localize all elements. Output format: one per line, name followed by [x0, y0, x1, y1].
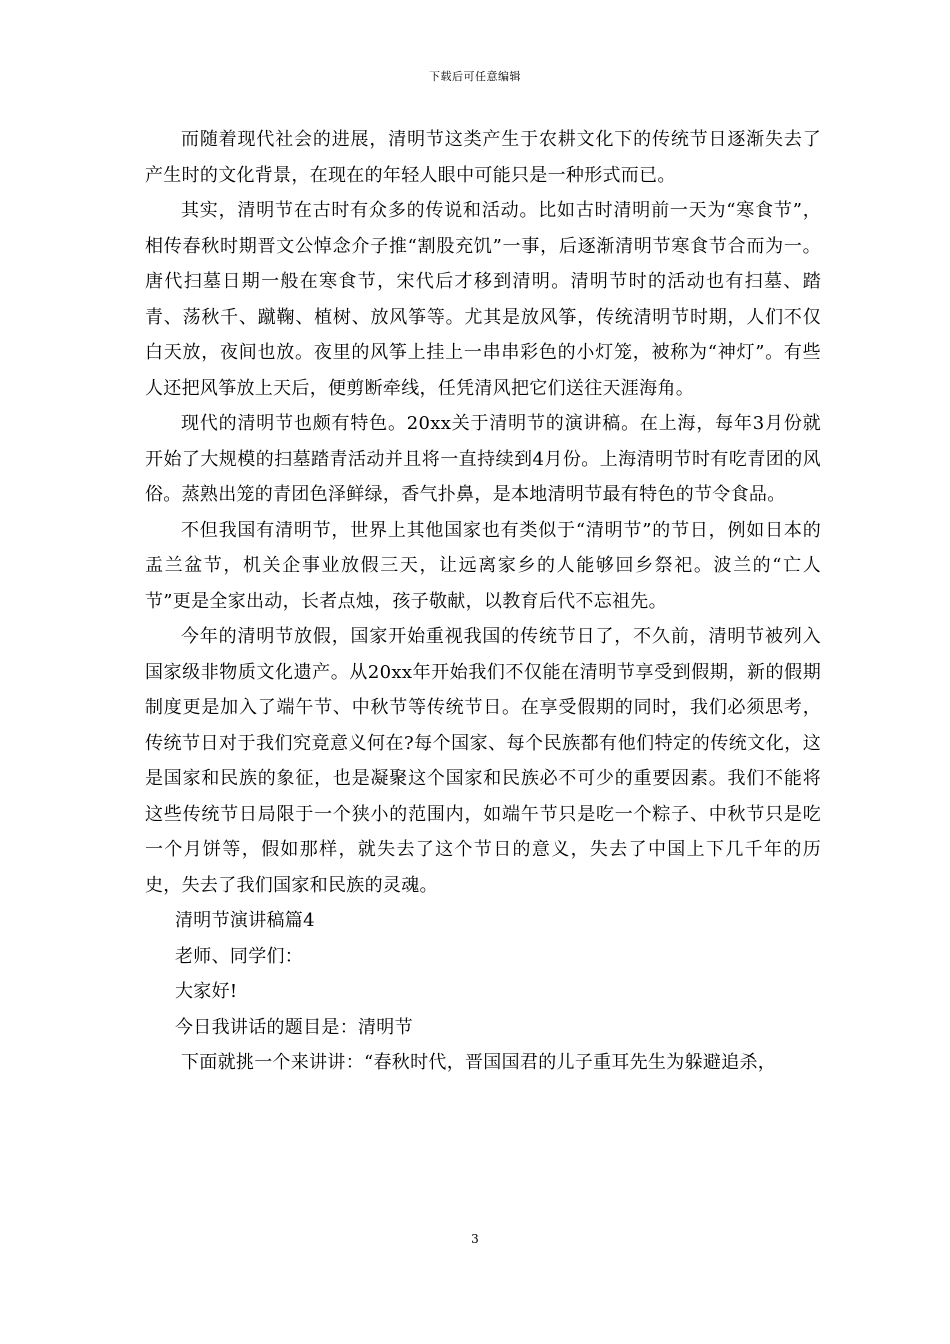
- speech-topic: 今日我讲话的题目是：清明节: [175, 1016, 413, 1038]
- paragraph: 现代的清明节也颇有特色。20xx关于清明节的演讲稿。在上海，每年3月份就开始了大规模的扫墓踏青活动并且将一直持续到4月份。上海清明节时有吃青团的风俗。蒸熟出笼的青团色泽鲜绿，香气扑鼻，是本地清明节最有特色的节令食品。: [145, 413, 821, 505]
- page-number: 3: [471, 1232, 479, 1246]
- paragraph: 其实，清明节在古时有众多的传说和活动。比如古时清明前一天为“寒食节”，相传春秋时期晋文公悼念介子推“割股充饥”一事，后逐渐清明节寒食节合而为一。唐代扫墓日期一般在寒食节，宋代后才移到清明。清明节时的活动也有扫墓、踏青、荡秋千、蹴鞠、植树、放风筝等。尤其是放风筝，传统清明节时期，人们不仅白天放，夜间也放。夜里的风筝上挂上一串串彩色的小灯笼，被称为“神灯”。有些人还把风筝放上天后，便剪断牵线，任凭清风把它们送往天涯海角。: [145, 200, 821, 399]
- paragraph: 而随着现代社会的进展，清明节这类产生于农耕文化下的传统节日逐渐失去了产生时的文化背景，在现在的年轻人眼中可能只是一种形式而已。: [145, 129, 821, 186]
- speech-line: 下面就挑一个来讲讲：“春秋时代，晋国国君的儿子重耳先生为躲避追杀，: [181, 1052, 777, 1073]
- greeting: 大家好!: [175, 981, 238, 1002]
- salutation: 老师、同学们：: [175, 945, 304, 967]
- section-title: 清明节演讲稿篇4: [175, 910, 315, 931]
- page-header: 下载后可任意编辑: [429, 70, 521, 83]
- paragraph: 不但我国有清明节，世界上其他国家也有类似于“清明节”的节日，例如日本的盂兰盆节，机关企事业放假三天，让远离家乡的人能够回乡祭祀。波兰的“亡人节”更是全家出动，长者点烛，孩子敬献，以教育后代不忘祖先。: [145, 519, 821, 612]
- document-body: [145, 122, 821, 1081]
- paragraph: 今年的清明节放假，国家开始重视我国的传统节日了，不久前，清明节被列入国家级非物质文化遗产。从20xx年开始我们不仅能在清明节享受到假期，新的假期制度更是加入了端午节、中秋节等传统节日。在享受假期的同时，我们必须思考，传统节日对于我们究竟意义何在?每个国家、每个民族都有他们特定的传统文化，这是国家和民族的象征，也是凝聚这个国家和民族必不可少的重要因素。我们不能将这些传统节日局限于一个狭小的范围内，如端午节只是吃一个粽子、中秋节只是吃一个月饼等，假如那样，就失去了这个节日的意义，失去了中国上下几千年的历史，失去了我们国家和民族的灵魂。: [145, 626, 821, 896]
